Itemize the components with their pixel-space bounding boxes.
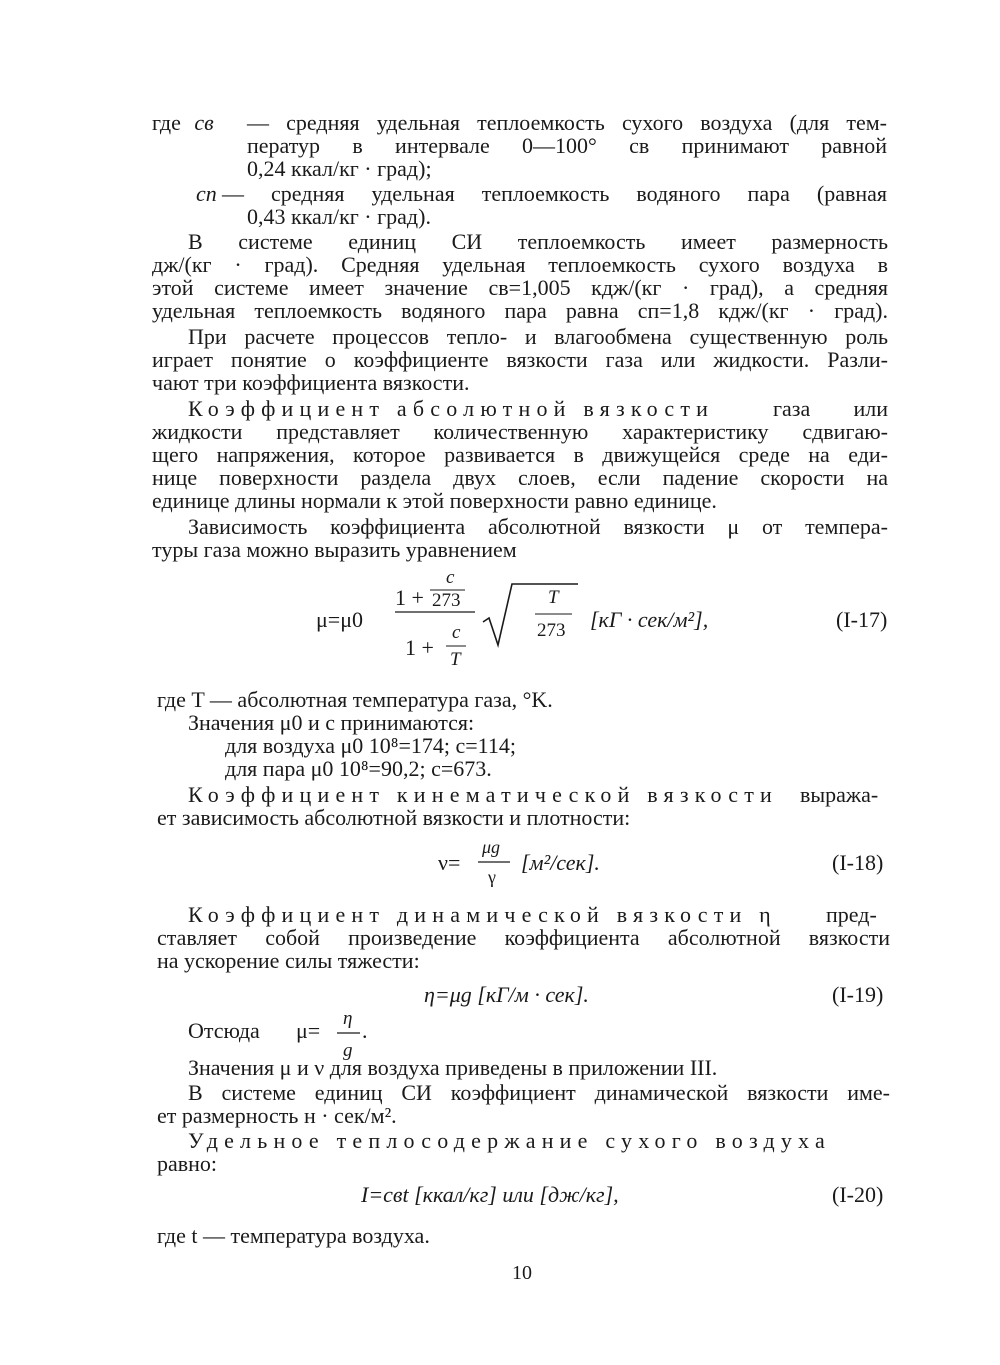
visc-intro-line-3: чают три коэффициента вязкости. xyxy=(152,370,470,395)
absolute-line-5: единице длины нормали к этой поверхности равно единице. xyxy=(152,488,717,513)
eq17-units: [кГ · сек/м²], xyxy=(590,607,709,632)
eq17-num-one: 1 + xyxy=(395,585,424,610)
hence-label: Отсюда xyxy=(188,1018,260,1043)
eq17-number: (I-17) xyxy=(836,607,888,632)
eq20-number: (I-20) xyxy=(832,1182,884,1207)
enthalpy-term: Удельное теплосодержание сухого воздуха xyxy=(188,1128,831,1153)
enthalpy-tail: равно: xyxy=(157,1151,218,1176)
dependence-line-1: Зависимость коэффициента абсолютной вязкости μ от темпера- xyxy=(188,514,888,539)
eq18-units: [м²/сек]. xyxy=(521,850,600,875)
symbol-cv: cв xyxy=(194,110,214,135)
kinematic-line-1: выража- xyxy=(800,782,879,807)
values-intro: Значения μ0 и c принимаются: xyxy=(188,710,475,735)
dynamic-line-2: ставляет собой произведение коэффициента абсолютной вязкости xyxy=(157,925,890,950)
si-heat-line-1: В системе единиц СИ теплоемкость имеет размерность xyxy=(188,229,888,254)
si-heat-line-2: дж/(кг · град). Средняя удельная теплоемкость сухого воздуха в xyxy=(152,252,888,277)
absolute-line-2: жидкости представляет количественную характеристику сдвигаю- xyxy=(152,419,888,444)
eq19-number: (I-19) xyxy=(832,982,884,1007)
def-cp-line-1: — средняя удельная теплоемкость водяного пара (равная xyxy=(222,181,887,206)
eq18-number: (I-18) xyxy=(832,850,884,875)
eq19-body: η=μg [кГ/м · сек]. xyxy=(424,982,589,1007)
hence-tail: . xyxy=(362,1018,368,1043)
hence-num: η xyxy=(343,1008,353,1029)
kinematic-term: Коэффициент кинематической вязкости xyxy=(188,782,779,807)
where-word: где xyxy=(152,110,181,135)
values-table: Значения μ и ν для воздуха приведены в приложении III. xyxy=(188,1055,718,1080)
def-cp-line-2: 0,43 ккал/кг · град). xyxy=(247,204,431,229)
visc-intro-line-1: При расчете процессов тепло- и влагообмена существенную роль xyxy=(188,324,888,349)
eq17-sqrt-273: 273 xyxy=(537,620,566,641)
absolute-line-4: нице поверхности раздела двух слоев, если падение скорости на xyxy=(152,465,888,490)
eq18-den: γ xyxy=(488,867,496,887)
kinematic-line-2: ет зависимость абсолютной вязкости и плотности: xyxy=(157,805,631,830)
absolute-line-1: газа или xyxy=(773,396,888,421)
eq17-num-c: c xyxy=(446,567,455,588)
def-cp-symbol: cп xyxy=(196,181,217,206)
eq17-num-273: 273 xyxy=(432,590,461,611)
eq17-den-one: 1 + xyxy=(405,635,434,660)
dynamic-line-1: пред- xyxy=(826,902,877,927)
page-number: 10 xyxy=(512,1262,532,1284)
eq17-lhs: μ=μ0 xyxy=(316,607,363,632)
values-vapor: для пара μ0 10⁸=90,2; c=673. xyxy=(225,756,492,781)
visc-intro-line-2: играет понятие о коэффициенте вязкости газа или жидкости. Разли- xyxy=(152,347,888,372)
eq18-num: μg xyxy=(482,837,501,857)
def-cv-line-1: — средняя удельная теплоемкость сухого воздуха (для тем- xyxy=(247,110,887,135)
where-t: где t — температура воздуха. xyxy=(157,1223,430,1248)
si-dynamic-line-1: В системе единиц СИ коэффициент динамической вязкости име- xyxy=(188,1080,890,1105)
values-air: для воздуха μ0 10⁸=174; c=114; xyxy=(225,733,516,758)
eq17-den-T: T xyxy=(450,649,461,670)
eq20-body: I=cвt [ккал/кг] или [дж/кг], xyxy=(361,1182,619,1207)
eq17-sqrt-T: T xyxy=(548,587,559,608)
def-cv-line-3: 0,24 ккал/кг · град); xyxy=(247,156,432,181)
dependence-line-2: туры газа можно выразить уравнением xyxy=(152,537,517,562)
eq17-den-c: c xyxy=(452,622,461,643)
dynamic-line-3: на ускорение силы тяжести: xyxy=(157,948,420,973)
absolute-line-3: щего напряжения, которое развивается в движущейся среде на еди- xyxy=(152,442,888,467)
where-T: где T — абсолютная температура газа, °K. xyxy=(157,687,553,712)
absolute-term: Коэффициент абсолютной вязкости xyxy=(188,396,715,421)
hence-lhs: μ= xyxy=(296,1018,321,1043)
si-heat-line-4: удельная теплоемкость водяного пара равна cп=1,8 кдж/(кг · град). xyxy=(152,298,888,323)
si-heat-line-3: этой системе имеет значение cв=1,005 кдж/(кг · град), а средняя xyxy=(152,275,888,300)
def-cv-line-2: ператур в интервале 0—100° cв принимают равной xyxy=(247,133,887,158)
dynamic-term: Коэффициент динамической вязкости η xyxy=(188,902,777,927)
si-dynamic-line-2: ет размерность н · сек/м². xyxy=(157,1103,397,1128)
hence-den: g xyxy=(343,1040,353,1061)
eq18-lhs: ν= xyxy=(438,850,461,875)
